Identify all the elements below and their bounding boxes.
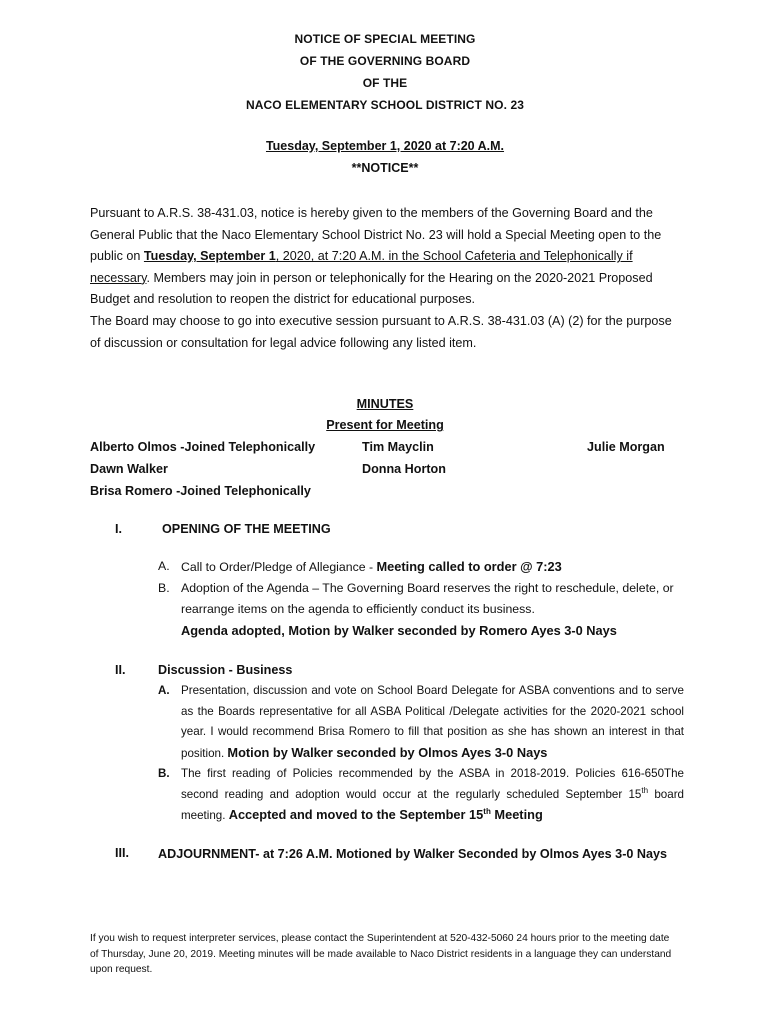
intro-paragraph-2: The Board may choose to go into executive session pursuant to A.R.S. 38-431.03 (A) (2) for the purpose of discussion or consultation for legal advice following any listed item. — [90, 313, 672, 350]
section-3-number: III. — [115, 846, 129, 860]
item-result: Meeting called to order @ 7:23 — [376, 559, 562, 574]
intro-p1-location: , 2020, at 7:20 A.M. in the School Cafeteria and Telephonically if necessary — [90, 249, 633, 285]
footer-note: If you wish to request interpreter services, please contact the Superintendent at 520-432-5060 24 hours prior to the meeting date of Thursday, June 20, 2019. Meeting minutes will be made available to Naco District residents in a language they can understand upon request. — [90, 933, 672, 976]
intro-p1-rest: . Members may join in person or telephonically for the Hearing on the 2020-2021 Proposed Budget and resolution to reopen the district for educational purposes. — [90, 270, 653, 307]
item-text: Adoption of the Agenda – The Governing Board reserves the right to reschedule, delete, or rearrange items on the agenda to efficiently conduct its business. — [181, 581, 674, 617]
intro-p1-text: Pursuant to A.R.S. 38-431.03, notice is hereby given to the members of the Governing Board and the General Public that the Naco Elementary School District No. 23 will hold a Special Meeting open to the public on — [90, 206, 662, 264]
notice-label: **NOTICE** — [351, 161, 419, 175]
item-text: The first reading of Policies recommended by the ASBA in 2018-2019. Policies 616-650The second reading and adoption would occur at the regularly scheduled September 15 — [181, 767, 684, 801]
header-line-4: NACO ELEMENTARY SCHOOL DISTRICT NO. 23 — [245, 98, 525, 112]
intro-p1-date: Tuesday, September 1 — [143, 249, 276, 264]
present-title: Present for Meeting — [326, 418, 444, 432]
section-1-item-a — [158, 556, 684, 578]
section-2-number: II. — [115, 663, 126, 677]
item-label: B. — [158, 767, 170, 780]
section-1-number: I. — [115, 522, 122, 536]
attendee-mayclin: Tim Mayclin — [362, 440, 434, 454]
intro-paragraph-1 — [90, 203, 680, 311]
header-line-1: NOTICE OF SPECIAL MEETING — [294, 32, 476, 46]
attendee-horton: Donna Horton — [362, 462, 446, 476]
item-label: A. — [158, 559, 170, 573]
item-result-2: Meeting — [490, 807, 543, 823]
attendee-walker: Dawn Walker — [90, 462, 168, 476]
section-3-adjournment: ADJOURNMENT- at 7:26 A.M. Motioned by Walker Seconded by Olmos Ayes 3-0 Nays — [158, 847, 667, 861]
section-2-item-a — [158, 681, 684, 764]
header-line-3: OF THE — [362, 76, 408, 90]
attendee-olmos: Alberto Olmos -Joined Telephonically — [90, 440, 316, 454]
section-1-title: OPENING OF THE MEETING — [162, 522, 331, 536]
item-result: Accepted and moved to the September 15 — [228, 807, 484, 823]
header-line-2: OF THE GOVERNING BOARD — [299, 54, 471, 68]
item-result: Motion by Walker seconded by Olmos Ayes 3-0 Nays — [227, 744, 548, 760]
item-label: A. — [158, 684, 170, 697]
section-1-item-b — [158, 578, 684, 643]
item-result: Agenda adopted, Motion by Walker seconded by Romero Ayes 3-0 Nays — [181, 623, 617, 639]
notice-header — [0, 28, 770, 116]
attendee-romero: Brisa Romero -Joined Telephonically — [90, 484, 311, 498]
item-label: B. — [158, 581, 170, 595]
section-2-item-b — [158, 764, 684, 827]
item-text: Call to Order/Pledge of Allegiance - — [181, 560, 377, 574]
item-text-2: board meeting. — [181, 787, 684, 823]
meeting-date: Tuesday, September 1, 2020 at 7:20 A.M. — [265, 139, 505, 153]
attendee-morgan: Julie Morgan — [587, 440, 665, 454]
intro-text — [90, 203, 680, 354]
item-text: Presentation, discussion and vote on School Board Delegate for ASBA conventions and to serve as the Boards representative for all ASBA Political /Delegate activities for the 2020-2021 school year. I would recommend Brisa Romero to fill that position as she has shown an interest in that position. — [181, 684, 684, 760]
ordinal-suffix-bold: th — [483, 807, 491, 817]
section-2-title: Discussion - Business — [158, 663, 293, 677]
ordinal-suffix: th — [641, 785, 649, 795]
minutes-title: MINUTES — [356, 397, 414, 411]
